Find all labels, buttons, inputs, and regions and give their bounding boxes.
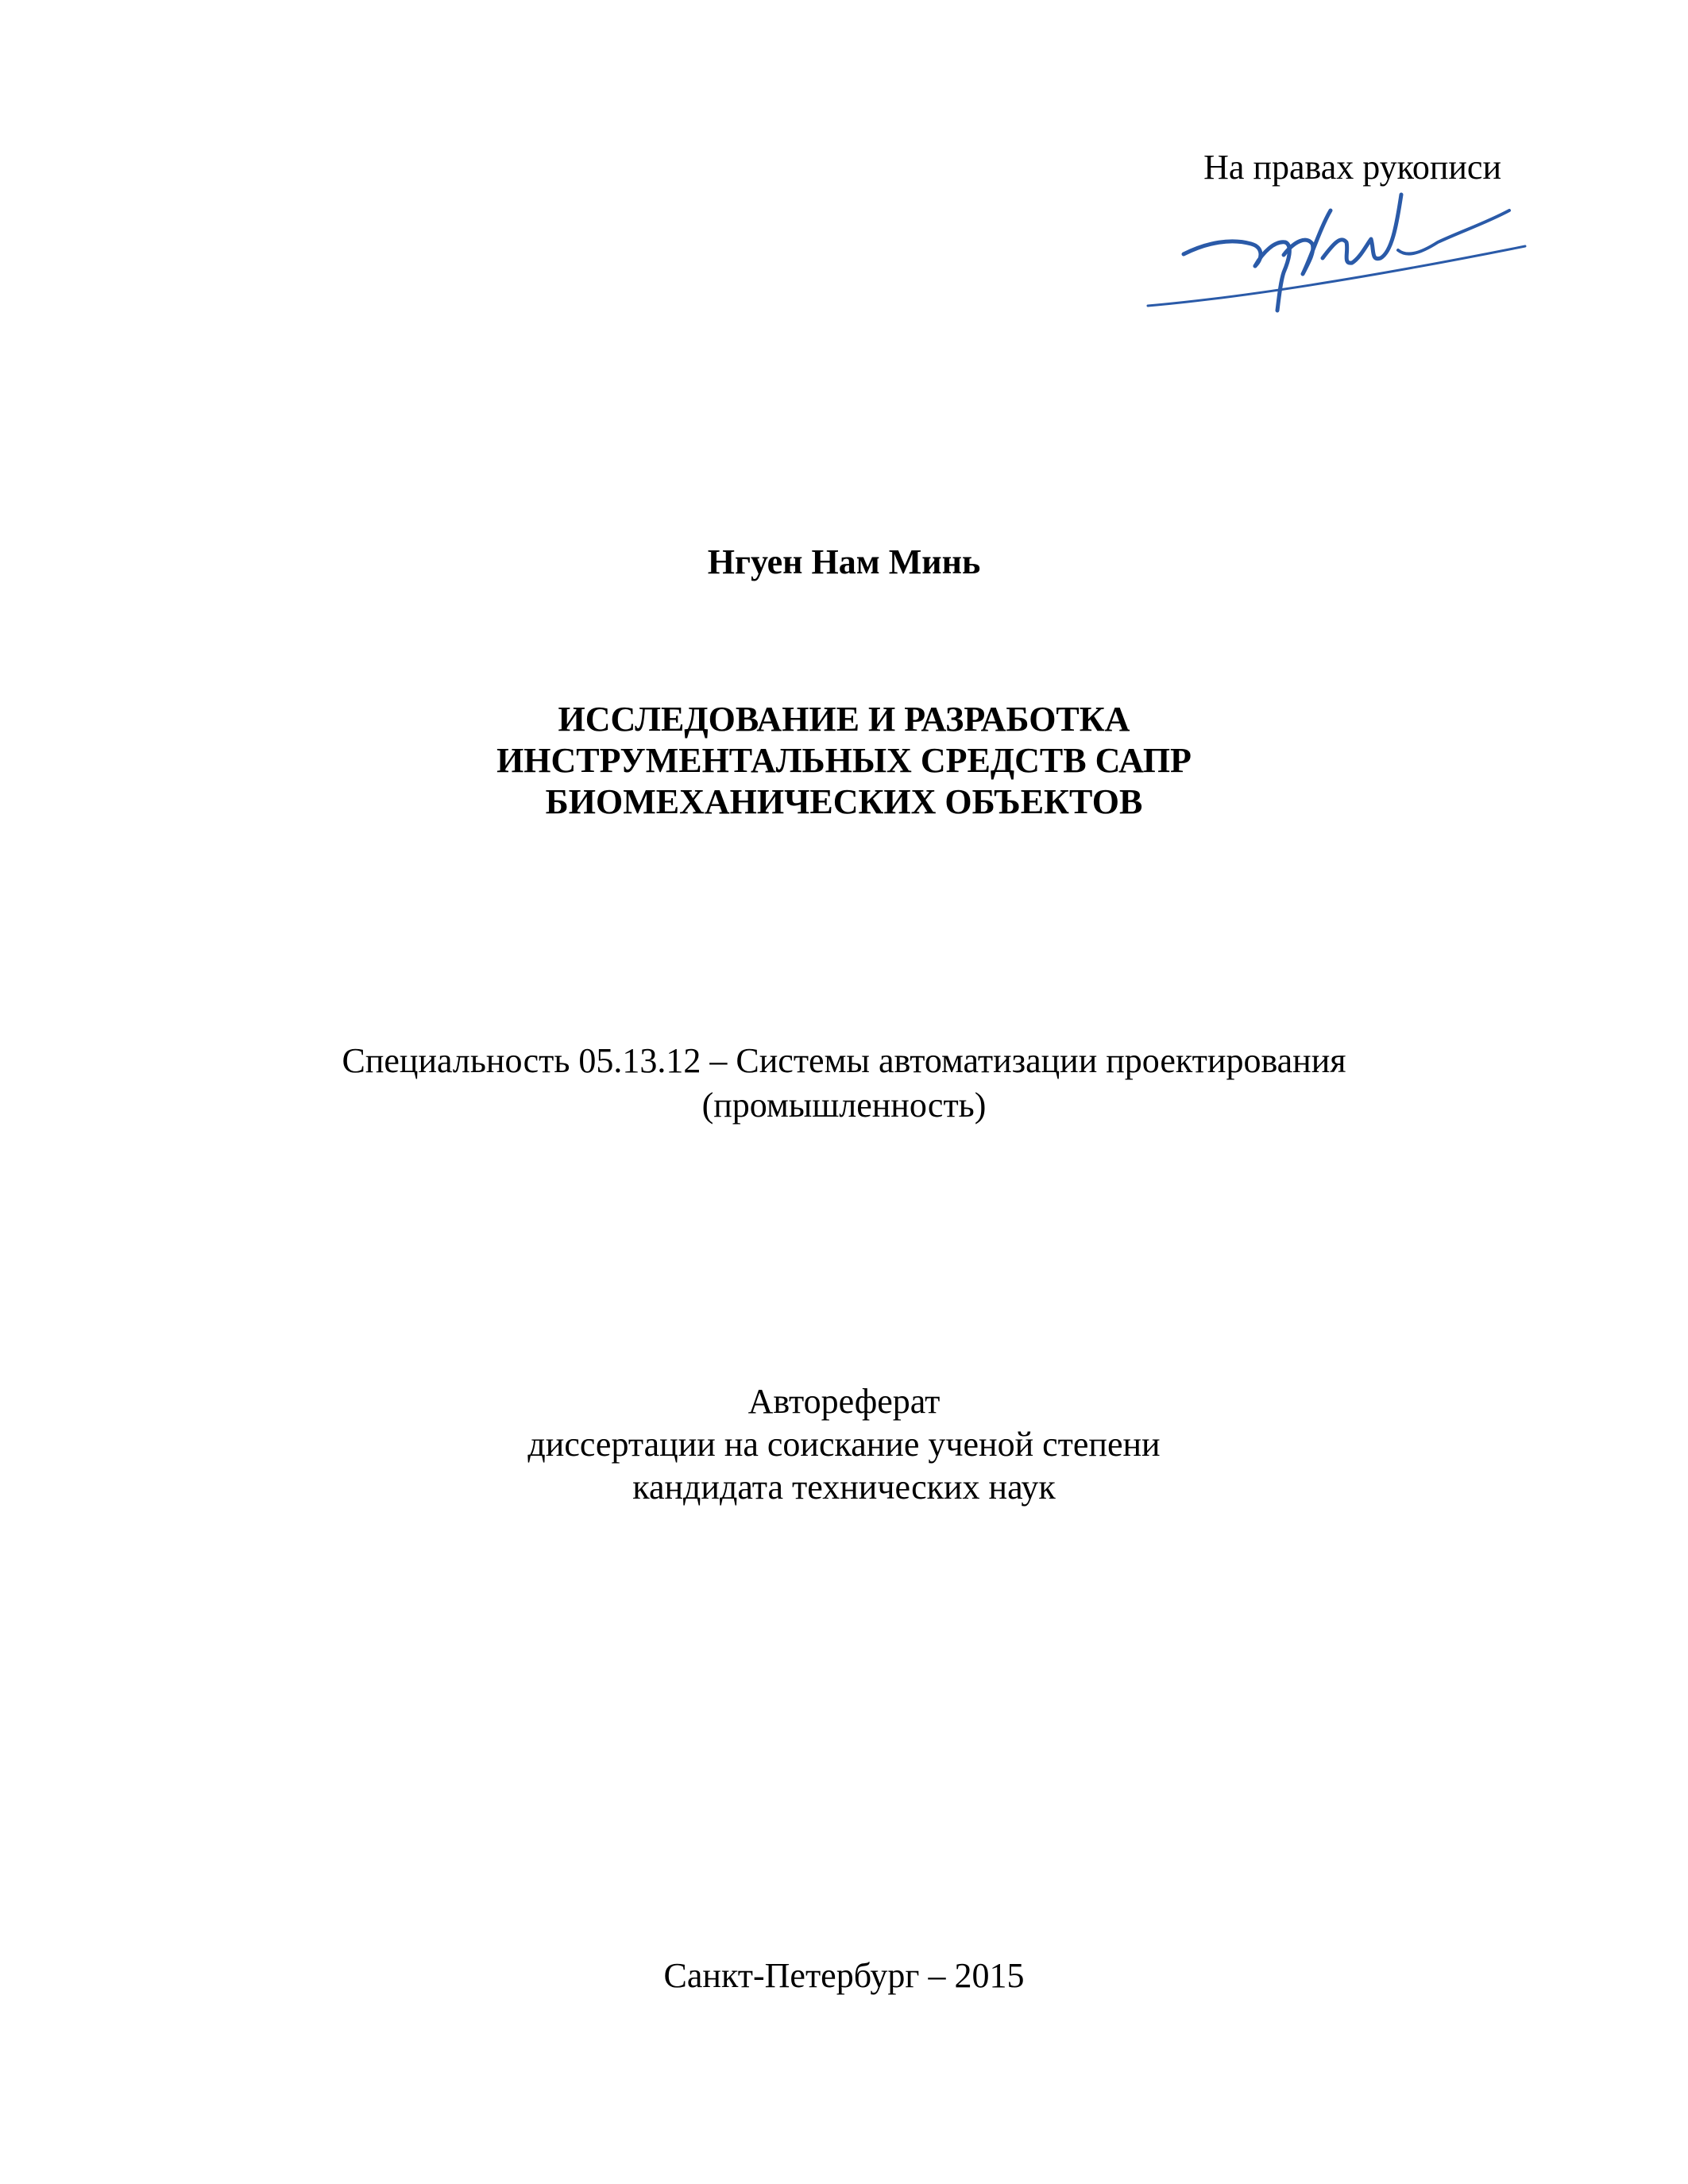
title-line: БИОМЕХАНИЧЕСКИХ ОБЪЕКТОВ	[545, 782, 1143, 821]
rights-note: На правах рукописи	[1203, 148, 1501, 187]
author-name: Нгуен Нам Минь	[707, 542, 981, 581]
abstract-line: кандидата технических наук	[632, 1468, 1056, 1507]
specialty-line: Специальность 05.13.12 – Системы автоматизации проектирования	[342, 1041, 1346, 1080]
title-line: ИНСТРУМЕНТАЛЬНЫХ СРЕДСТВ САПР	[496, 741, 1192, 780]
abstract-line: диссертации на соискание ученой степени	[527, 1425, 1161, 1464]
specialty-line: (промышленность)	[701, 1086, 987, 1125]
dissertation-title	[0, 699, 1688, 823]
specialty	[0, 1039, 1688, 1128]
abstract-note	[0, 1380, 1688, 1509]
abstract-line: Автореферат	[747, 1382, 941, 1421]
author-signature	[1144, 179, 1533, 322]
city-year: Санкт-Петербург – 2015	[663, 1956, 1025, 1995]
title-line: ИССЛЕДОВАНИЕ И РАЗРАБОТКА	[558, 700, 1130, 739]
